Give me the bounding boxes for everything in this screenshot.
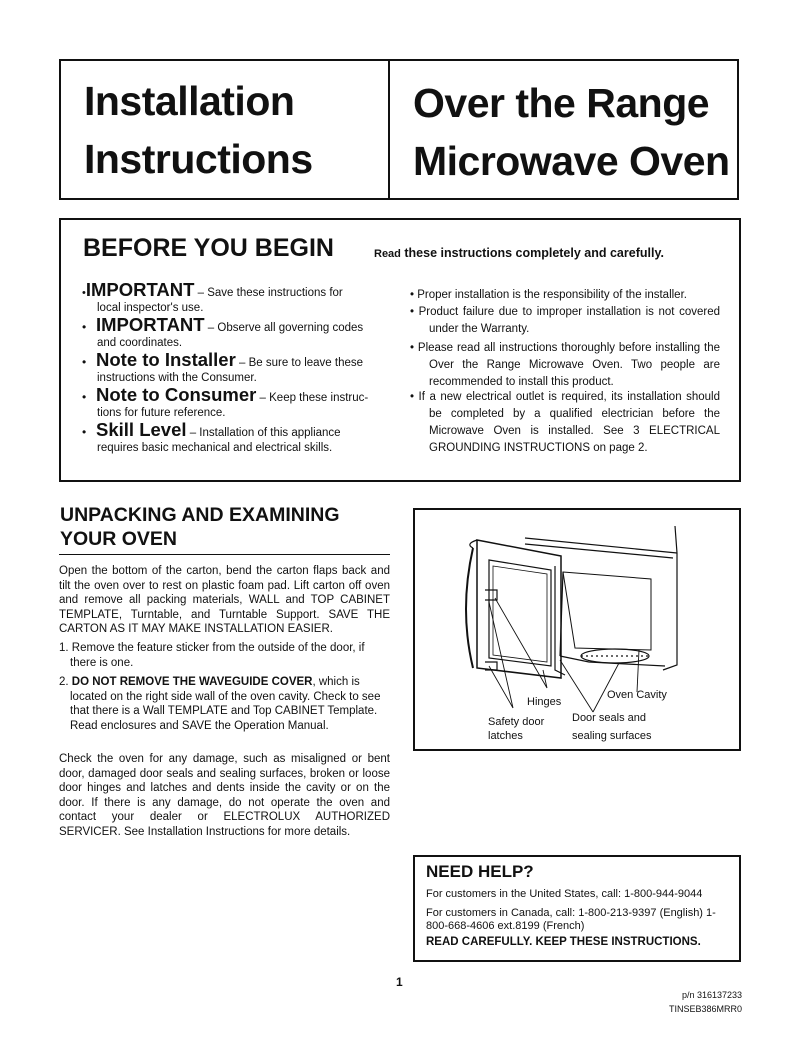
cavity-floor (560, 656, 665, 666)
leader-seals (560, 660, 619, 712)
document-code: TINSEB386MRR0 (668, 1004, 742, 1014)
open-door-inner (489, 560, 551, 666)
installation-title-line1: Installation (84, 78, 295, 124)
right-bullet-4: • If a new electrical outlet is required, its installation should be completed by a qualified electrician before the Microwave Oven is installed. See 3 ELECTRICAL GROUNDING INSTRUCTIONS on page 2. (410, 391, 720, 454)
need-help-canada: For customers in Canada, call: 1-800-213-9397 (English) 1-800-668-4606 ext.8199 (French) (426, 907, 716, 932)
before-you-begin-title: BEFORE YOU BEGIN (83, 234, 334, 262)
right-bullet-3: • Please read all instructions thoroughly before installing the Over the Range Microwave Oven. Two people are recommended to install this product. (410, 342, 720, 388)
left-bullet-1: •IMPORTANT – Save these instructions for local inspector's use. (82, 279, 343, 314)
product-title-line1: Over the Range (413, 80, 710, 126)
label-door-seals-1: Door seals and (572, 712, 646, 724)
label-safety-door-1: Safety door (488, 716, 545, 728)
left-bullet-4: • Note to Consumer – Keep these instruc- tions for future reference. (82, 384, 369, 419)
oven-front-frame (555, 566, 565, 675)
leader-hinges (495, 598, 547, 688)
left-bullet-2: • IMPORTANT – Observe all governing codes and coordinates. (82, 314, 364, 349)
note-rest: these instructions completely and carefully. (400, 246, 664, 260)
left-bullet-3: • Note to Installer – Be sure to leave these instructions with the Consumer. (82, 349, 364, 384)
title-divider (388, 59, 390, 200)
left-bullet-5: • Skill Level – Installation of this appliance requires basic mechanical and electrical skills. (82, 419, 341, 454)
note-prefix: Read (374, 248, 401, 260)
need-help-read: READ CAREFULLY. KEEP THESE INSTRUCTIONS. (426, 936, 701, 948)
cavity-back-wall (563, 572, 651, 650)
need-help-title: NEED HELP? (426, 862, 534, 881)
right-bullet-2: • Product failure due to improper installation is not covered under the Warranty. (410, 306, 720, 335)
right-bullet-1: • Proper installation is the responsibility of the installer. (410, 289, 687, 301)
door-handle (466, 548, 473, 668)
unpacking-rule (59, 554, 390, 555)
oven-right-wall (663, 526, 677, 670)
label-hinges: Hinges (527, 696, 562, 708)
unpacking-step-2: 2. DO NOT REMOVE THE WAVEGUIDE COVER, which is located on the right side wall of the oven cavity. Check to see that there is a Wall TEMPLATE and Top CABINET Template. Read enclosures and SAVE the Operation Manual. (59, 676, 381, 732)
unpacking-title: UNPACKING AND EXAMINING YOUR OVEN (60, 504, 340, 550)
need-help-us: For customers in the United States, call: 1-800-944-9044 (426, 888, 703, 900)
product-title-line2: Microwave Oven (413, 138, 730, 184)
label-safety-door-2: latches (488, 730, 523, 742)
page-number: 1 (396, 975, 403, 989)
label-oven-cavity: Oven Cavity (607, 689, 667, 701)
installation-title-line2: Instructions (84, 136, 313, 182)
unpacking-step-1: 1. Remove the feature sticker from the outside of the door, if there is one. (59, 642, 365, 669)
before-you-begin-note (374, 246, 664, 260)
unpacking-check: Check the oven for any damage, such as misaligned or bent door, damaged door seals and sealing surfaces, broken or loose door hinges and latches and dents inside the cavity or on the door. If there is any damage, do not operate the oven and contact your dealer or ELECTROLUX AUTHORIZED SERVICER. See Installation Instructions for more details. (59, 753, 390, 838)
part-number: p/n 316137233 (681, 990, 742, 1000)
label-door-seals-2: sealing surfaces (572, 730, 652, 742)
unpacking-intro: Open the bottom of the carton, bend the carton flaps back and tilt the oven over to rest on plastic foam pad. Lift carton off oven and remove all packing materials, WALL and TOP CABINET TEMPLATE, Turntable, and Turntable Support. SAVE THE CARTON AS IT MAY MAKE INSTALLATION EASIER. (59, 565, 390, 635)
